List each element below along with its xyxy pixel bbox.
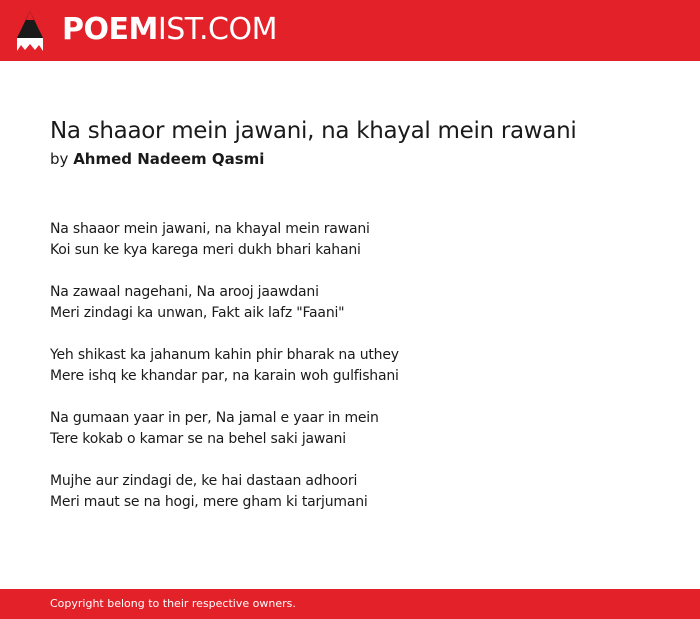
poem-line: Tere kokab o kamar se na behel saki jawani <box>50 431 346 447</box>
poem-title: Na shaaor mein jawani, na khayal mein rawani <box>50 118 577 144</box>
poem-line: Na zawaal nagehani, Na arooj jaawdani <box>50 284 319 300</box>
stanza <box>50 471 670 513</box>
by-label: by <box>50 150 69 168</box>
site-logo-link[interactable] <box>62 13 277 47</box>
site-footer <box>0 589 700 619</box>
stanza <box>50 282 670 324</box>
poem-line: Koi sun ke kya karega meri dukh bhari kahani <box>50 242 361 258</box>
poem-line: Mujhe aur zindagi de, ke hai dastaan adhoori <box>50 473 358 489</box>
poem-line: Mere ishq ke khandar par, na karain woh gulfishani <box>50 368 399 384</box>
stanza <box>50 345 670 387</box>
author-name: Ahmed Nadeem Qasmi <box>73 150 265 168</box>
poem-line: Meri maut se na hogi, mere gham ki tarjumani <box>50 494 368 510</box>
poem-line: Na gumaan yaar in per, Na jamal e yaar in mein <box>50 410 379 426</box>
logo-bold-text: POEM <box>62 12 158 47</box>
stanza <box>50 408 670 450</box>
pencil-icon <box>17 11 43 51</box>
stanza <box>50 219 670 261</box>
byline <box>50 149 264 169</box>
poem-body <box>50 219 670 534</box>
poem-line: Na shaaor mein jawani, na khayal mein rawani <box>50 221 370 237</box>
poem-line: Meri zindagi ka unwan, Fakt aik lafz "Faani" <box>50 305 345 321</box>
logo-light-text: IST.COM <box>157 12 277 47</box>
poem-line: Yeh shikast ka jahanum kahin phir bharak na uthey <box>50 347 399 363</box>
site-header <box>0 0 700 61</box>
copyright-text: Copyright belong to their respective owners. <box>50 597 296 610</box>
